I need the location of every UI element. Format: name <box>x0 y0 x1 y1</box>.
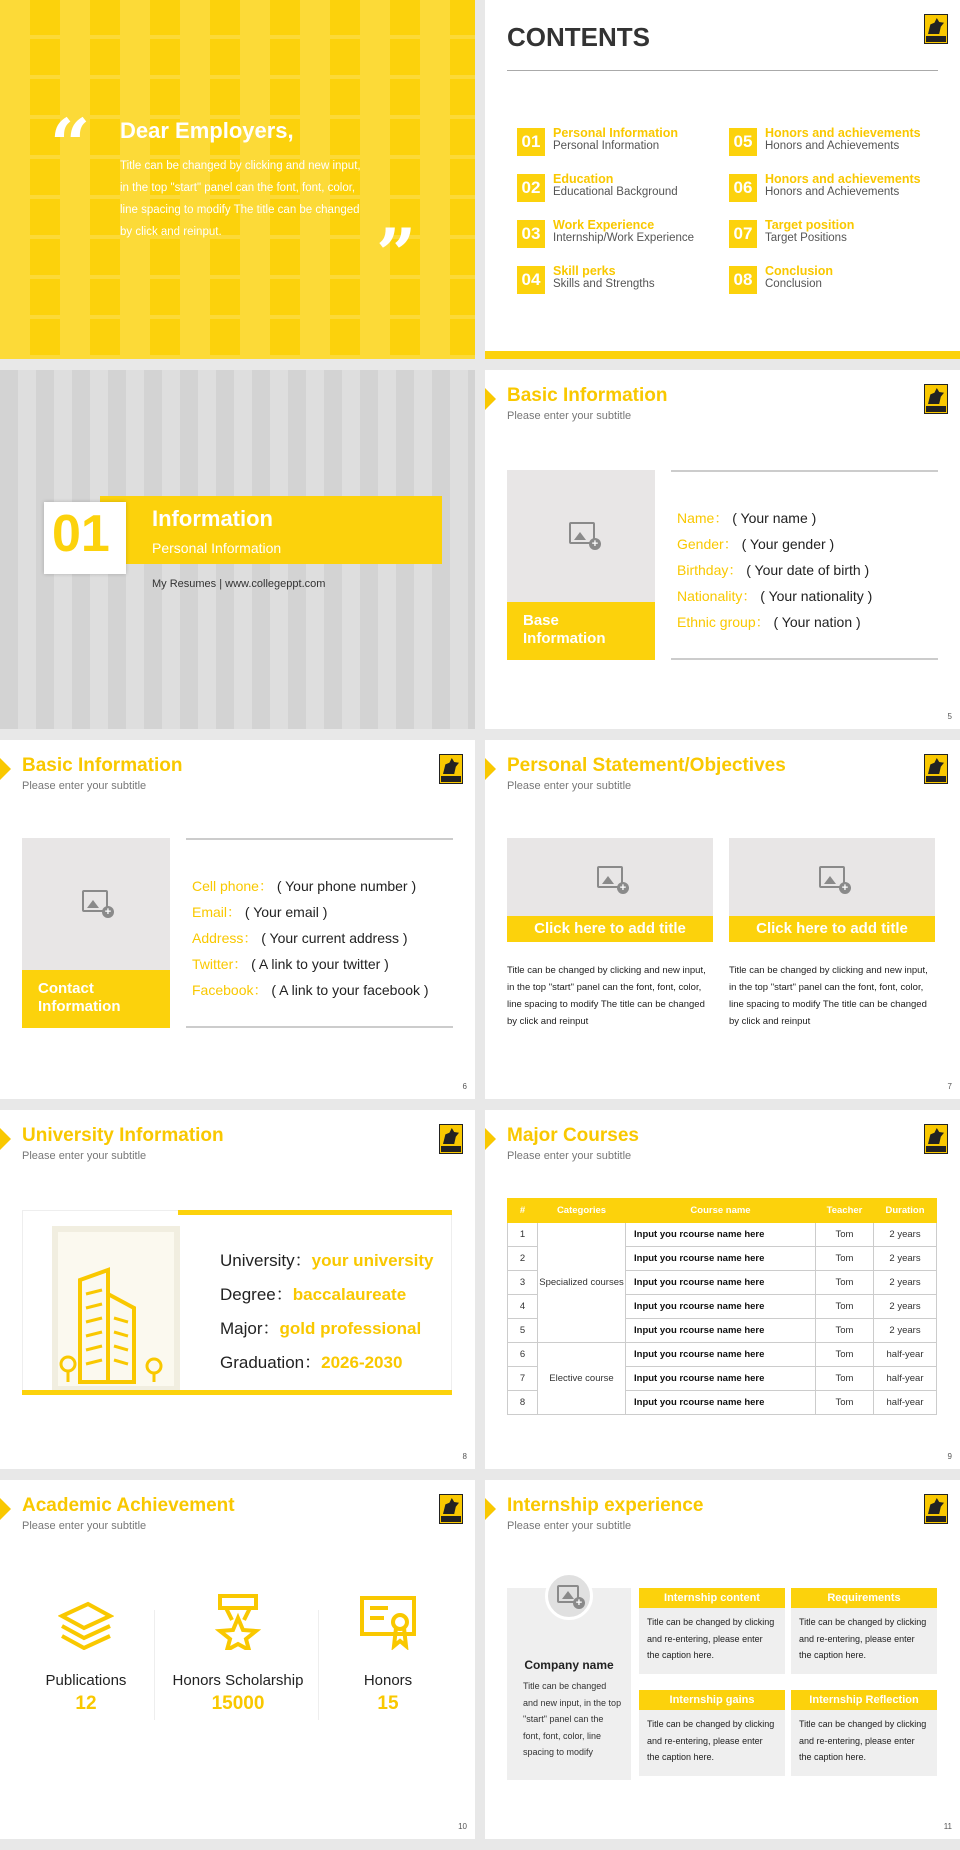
slide-internship-experience[interactable] <box>485 1480 960 1839</box>
slide-university-information[interactable] <box>0 1110 475 1469</box>
slide-body: Title can be changed by clicking and new input, in the top "start" panel can the font, font, color, line spacing to modify The title can be changed by click and reinput. <box>120 160 361 238</box>
slide-contents[interactable] <box>485 0 960 359</box>
university-row: University：your university <box>220 1251 434 1270</box>
page-number: 11 <box>943 1822 952 1831</box>
courses-table <box>507 1198 937 1415</box>
requirements-header: Requirements <box>791 1588 937 1608</box>
info-row: Cell phone： ( Your phone number ) <box>192 878 417 894</box>
add-image-icon[interactable] <box>569 522 595 544</box>
item-number: 07 <box>729 220 757 248</box>
item-subtitle: Skills and Strengths <box>553 278 655 290</box>
section-number: 01 <box>52 505 110 563</box>
table-row: 5 Input you rcourse name here Tom 2 years <box>508 1319 937 1343</box>
item-title: Target position <box>765 218 855 232</box>
slide-contact-information[interactable] <box>0 740 475 1099</box>
contents-item[interactable] <box>517 172 722 206</box>
degree-row: Degree：baccalaureate <box>220 1285 407 1304</box>
medal-icon <box>210 1594 266 1650</box>
item-title: Skill perks <box>553 264 616 278</box>
building-icon <box>52 1226 180 1392</box>
divider <box>154 1610 155 1720</box>
contents-item[interactable] <box>517 126 722 160</box>
slide-subtitle: Please enter your subtitle <box>22 1150 147 1162</box>
slide-title: Basic Information <box>507 385 668 406</box>
school-logo-icon <box>924 14 948 44</box>
school-logo-icon <box>439 1494 463 1524</box>
frame-bottom-bar <box>22 1390 452 1395</box>
slide-section-information[interactable] <box>0 370 475 729</box>
divider <box>186 838 453 840</box>
item-subtitle: Educational Background <box>553 186 678 198</box>
company-description: Title can be changed and new input, in the top "start" panel can the font, font, color, line spacing to modify <box>523 1681 622 1757</box>
contents-item[interactable] <box>729 264 934 298</box>
slide-subtitle: Please enter your subtitle <box>22 780 147 792</box>
slide-title: Personal Statement/Objectives <box>507 755 786 776</box>
school-logo-icon <box>924 384 948 414</box>
item-number: 06 <box>729 174 757 202</box>
card-body: Title can be changed by clicking and new input, in the top "start" panel can the font, font, color, line spacing to modify The title can be changed by click and reinput <box>507 965 706 1027</box>
certificate-icon <box>360 1594 416 1650</box>
contents-item[interactable] <box>729 218 934 252</box>
school-logo-icon <box>924 1494 948 1524</box>
internship-gains-header: Internship gains <box>639 1690 785 1710</box>
item-subtitle: Internship/Work Experience <box>553 232 695 244</box>
section-title: Information <box>152 506 273 531</box>
info-row: Gender： ( Your gender ) <box>677 536 835 552</box>
table-row: 7 Input you rcourse name here Tom half-year <box>508 1367 937 1391</box>
slide-title: Basic Information <box>22 755 183 776</box>
photo-label: Contact Information <box>22 970 170 1028</box>
header-marker <box>0 1498 11 1520</box>
add-image-icon[interactable] <box>597 866 623 888</box>
table-row: 1 Specialized courses Input you rcourse name here Tom 2 years <box>508 1223 937 1247</box>
graduation-row: Graduation：2026-2030 <box>220 1353 403 1372</box>
info-row: Address： ( Your current address ) <box>192 930 408 946</box>
slide-subtitle: Please enter your subtitle <box>507 1150 632 1162</box>
major-row: Major：gold professional <box>220 1319 422 1338</box>
item-subtitle: Honors and Achievements <box>765 186 900 198</box>
building-illustration <box>58 1232 174 1386</box>
achievement-publications: Publications 12 <box>16 1594 156 1715</box>
page-number: 9 <box>947 1452 952 1461</box>
internship-content-header: Internship content <box>639 1588 785 1608</box>
achievement-scholarship: Honors Scholarship 15000 <box>168 1594 308 1715</box>
contents-item[interactable] <box>517 264 722 298</box>
item-number: 02 <box>517 174 545 202</box>
slide-academic-achievement[interactable] <box>0 1480 475 1839</box>
card-image-placeholder[interactable] <box>729 838 935 916</box>
table-row: 2 Input you rcourse name here Tom 2 years <box>508 1247 937 1271</box>
photo-placeholder[interactable] <box>22 838 170 970</box>
table-row: 6 Elective course Input you rcourse name here Tom half-year <box>508 1343 937 1367</box>
header-marker <box>485 388 496 410</box>
category-cell: Elective course <box>538 1343 626 1415</box>
slide-title: Dear Employers, <box>120 118 294 143</box>
category-cell: Specialized courses <box>538 1223 626 1343</box>
table-row: 3 Input you rcourse name here Tom 2 years <box>508 1271 937 1295</box>
slide-subtitle: Please enter your subtitle <box>507 410 632 422</box>
divider <box>671 470 938 472</box>
internship-gains-body: Title can be changed by clicking and re-entering, please enter the caption here. <box>639 1710 785 1776</box>
slide-subtitle: Please enter your subtitle <box>22 1520 147 1532</box>
header-marker <box>0 1128 11 1150</box>
card-title-button[interactable]: Click here to add title <box>729 916 935 942</box>
info-row: Facebook： ( A link to your facebook ) <box>192 982 429 998</box>
requirements-body: Title can be changed by clicking and re-entering, please enter the caption here. <box>791 1608 937 1674</box>
item-subtitle: Conclusion <box>765 278 822 290</box>
achievement-honors: Honors 15 <box>318 1594 458 1715</box>
company-name: Company name <box>524 1658 614 1672</box>
slide-subtitle: Please enter your subtitle <box>507 1520 632 1532</box>
info-row: Ethnic group： ( Your nation ) <box>677 614 861 630</box>
internship-reflection-body: Title can be changed by clicking and re-entering, please enter the caption here. <box>791 1710 937 1776</box>
card-title-button[interactable]: Click here to add title <box>507 916 713 942</box>
slide-dear-employers[interactable] <box>0 0 475 359</box>
section-subtitle: Personal Information <box>152 540 282 556</box>
page-number: 8 <box>462 1452 467 1461</box>
add-image-icon[interactable] <box>82 890 108 912</box>
item-number: 08 <box>729 266 757 294</box>
school-logo-icon <box>439 754 463 784</box>
item-title: Work Experience <box>553 218 655 232</box>
company-logo-placeholder[interactable] <box>545 1572 593 1620</box>
header-marker <box>485 1498 496 1520</box>
info-row: Email： ( Your email ) <box>192 904 328 920</box>
info-row: Twitter： ( A link to your twitter ) <box>192 956 389 972</box>
item-title: Conclusion <box>765 264 834 278</box>
contents-item[interactable] <box>729 172 934 206</box>
page-number: 5 <box>947 712 952 721</box>
books-icon <box>58 1594 114 1650</box>
card-body: Title can be changed by clicking and new input, in the top "start" panel can the font, font, color, line spacing to modify The title can be changed by click and reinput <box>729 965 928 1027</box>
internship-content-body: Title can be changed by clicking and re-entering, please enter the caption here. <box>639 1608 785 1674</box>
table-row: 4 Input you rcourse name here Tom 2 years <box>508 1295 937 1319</box>
item-title: Personal Information <box>553 126 679 140</box>
slide-major-courses[interactable] <box>485 1110 960 1469</box>
slide-subtitle: Please enter your subtitle <box>507 780 632 792</box>
item-number: 04 <box>517 266 545 294</box>
info-row: Nationality： ( Your nationality ) <box>677 588 873 604</box>
school-logo-icon <box>924 754 948 784</box>
table-header: # Categories Course name Teacher Duration <box>508 1199 937 1223</box>
page-number: 10 <box>458 1822 467 1831</box>
school-logo-icon <box>439 1124 463 1154</box>
add-image-icon[interactable] <box>557 1585 579 1603</box>
item-title: Honors and achievements <box>765 172 921 186</box>
table-row: 8 Input you rcourse name here Tom half-year <box>508 1391 937 1415</box>
header-marker <box>485 1128 496 1150</box>
photo-placeholder[interactable] <box>507 470 655 602</box>
add-image-icon[interactable] <box>819 866 845 888</box>
slide-title: Internship experience <box>507 1495 704 1516</box>
frame-top-bar <box>178 1210 452 1215</box>
card-image-placeholder[interactable] <box>507 838 713 916</box>
item-number: 05 <box>729 128 757 156</box>
item-subtitle: Personal Information <box>553 140 660 152</box>
divider <box>507 70 938 71</box>
page-number: 6 <box>462 1082 467 1091</box>
item-title: Honors and achievements <box>765 126 921 140</box>
item-title: Education <box>553 172 614 186</box>
slide-title: Academic Achievement <box>22 1495 235 1516</box>
slide-basic-information[interactable] <box>485 370 960 729</box>
contents-item[interactable] <box>517 218 722 252</box>
photo-label: Base Information <box>507 602 655 660</box>
page-number: 7 <box>947 1082 952 1091</box>
slide-title: Major Courses <box>507 1125 639 1146</box>
bottom-bar <box>485 351 960 359</box>
item-number: 03 <box>517 220 545 248</box>
header-marker <box>0 758 11 780</box>
internship-reflection-header: Internship Reflection <box>791 1690 937 1710</box>
divider <box>671 658 938 660</box>
close-quote-icon: ” <box>376 213 417 296</box>
divider <box>186 1026 453 1028</box>
info-row: Name： ( Your name ) <box>677 510 817 526</box>
info-row: Birthday： ( Your date of birth ) <box>677 562 870 578</box>
open-quote-icon: “ <box>50 103 91 186</box>
header-marker <box>485 758 496 780</box>
school-logo-icon <box>924 1124 948 1154</box>
slide-title: University Information <box>22 1125 224 1146</box>
item-subtitle: Target Positions <box>765 232 847 244</box>
section-meta: My Resumes | www.collegeppt.com <box>152 578 326 590</box>
item-subtitle: Honors and Achievements <box>765 140 900 152</box>
contents-item[interactable] <box>729 126 934 160</box>
item-number: 01 <box>517 128 545 156</box>
contents-title: CONTENTS <box>507 22 650 52</box>
slide-personal-statement[interactable] <box>485 740 960 1099</box>
